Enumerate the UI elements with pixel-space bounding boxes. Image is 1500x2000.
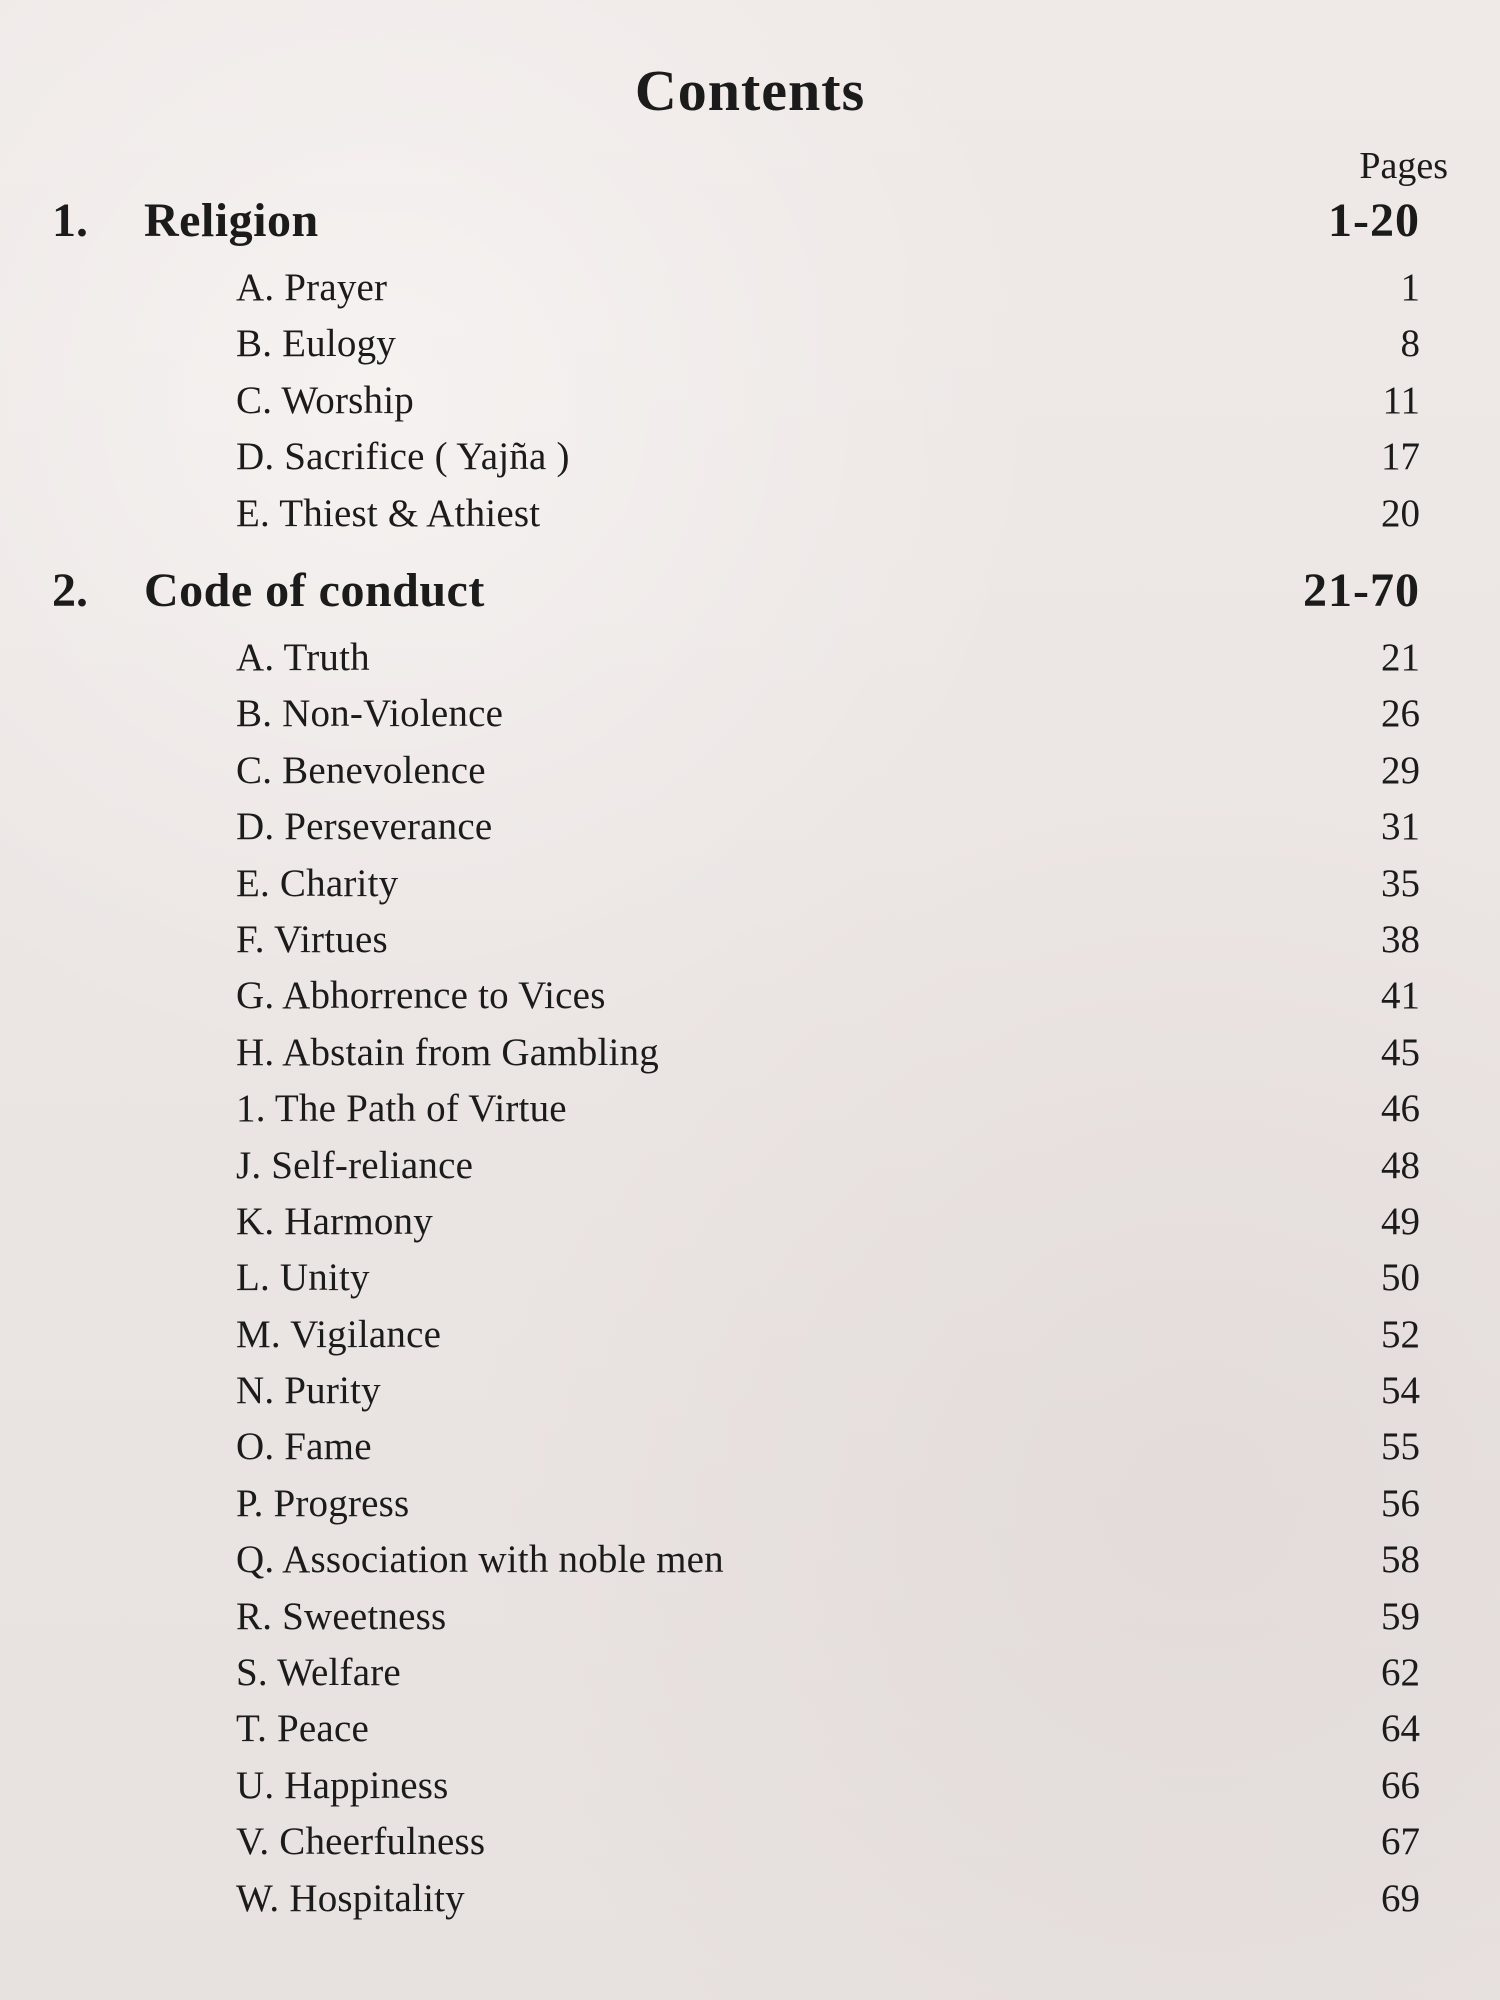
section-title: Religion [144, 194, 319, 247]
list-item [236, 1307, 1420, 1363]
entry-label: D. Sacrifice ( Yajña ) [236, 435, 570, 479]
list-item [236, 1194, 1420, 1250]
list-item [236, 1476, 1420, 1532]
list-item [236, 316, 1420, 372]
list-item [236, 1532, 1420, 1588]
entry-page-number: 26 [1381, 692, 1420, 736]
code-of-conduct-entry-list [236, 630, 1420, 1927]
entry-label: 1. The Path of Virtue [236, 1087, 567, 1131]
list-item [236, 630, 1420, 686]
entry-page-number: 62 [1381, 1651, 1420, 1695]
entry-page-number: 20 [1381, 491, 1420, 535]
entry-label: L. Unity [236, 1256, 370, 1300]
entry-page-number: 1 [1400, 266, 1420, 309]
list-item [236, 1814, 1420, 1870]
entry-label: B. Eulogy [236, 322, 396, 366]
entry-label: P. Progress [236, 1481, 410, 1525]
section-header-religion [52, 196, 1420, 246]
entry-page-number: 69 [1381, 1876, 1420, 1920]
list-item [236, 1363, 1420, 1419]
page-title: Contents [634, 58, 866, 123]
entry-page-number: 8 [1400, 322, 1420, 366]
list-item [236, 1025, 1420, 1081]
entry-label: N. Purity [236, 1369, 381, 1413]
entry-page-number: 17 [1381, 435, 1420, 479]
entry-page-number: 11 [1382, 378, 1420, 422]
section-page-range: 1-20 [1328, 194, 1420, 247]
entry-label: C. Worship [236, 378, 414, 422]
entry-page-number: 55 [1381, 1425, 1420, 1469]
entry-label: M. Vigilance [236, 1312, 442, 1356]
entry-label: D. Perseverance [236, 805, 493, 849]
list-item [236, 1758, 1420, 1814]
entry-label: J. Self-reliance [236, 1143, 474, 1187]
list-item [236, 260, 1420, 316]
entry-label: E. Charity [236, 861, 399, 905]
entry-label: U. Happiness [236, 1763, 449, 1807]
list-item [236, 1419, 1420, 1475]
list-item [236, 1645, 1420, 1701]
list-item [236, 1081, 1420, 1137]
entry-label: C. Benevolence [236, 748, 486, 792]
entry-page-number: 31 [1381, 805, 1420, 849]
list-item [236, 1871, 1420, 1927]
entry-label: S. Welfare [236, 1651, 401, 1695]
entry-page-number: 66 [1381, 1763, 1420, 1807]
list-item [236, 1589, 1420, 1645]
entry-page-number: 56 [1381, 1481, 1420, 1525]
section-title: Code of conduct [144, 564, 485, 617]
section-page-range: 21-70 [1303, 564, 1420, 617]
entry-label: V. Cheerfulness [236, 1820, 486, 1864]
entry-page-number: 58 [1381, 1538, 1420, 1582]
list-item [236, 1250, 1420, 1306]
entry-page-number: 50 [1381, 1256, 1420, 1300]
list-item [236, 968, 1420, 1024]
entry-page-number: 45 [1381, 1030, 1420, 1074]
entry-page-number: 54 [1381, 1369, 1420, 1413]
entry-page-number: 59 [1381, 1594, 1420, 1638]
entry-label: G. Abhorrence to Vices [236, 974, 606, 1018]
entry-page-number: 49 [1381, 1199, 1420, 1243]
list-item [236, 912, 1420, 968]
list-item [236, 486, 1420, 542]
entry-page-number: 46 [1381, 1087, 1420, 1131]
entry-label: H. Abstain from Gambling [236, 1030, 659, 1074]
entry-label: Q. Association with noble men [236, 1538, 724, 1582]
section-header-code-of-conduct [52, 566, 1420, 616]
entry-page-number: 52 [1381, 1312, 1420, 1356]
entry-label: K. Harmony [236, 1199, 433, 1243]
entry-page-number: 41 [1381, 974, 1420, 1018]
entry-label: A. Truth [236, 636, 370, 679]
list-item [236, 799, 1420, 855]
religion-entry-list [236, 260, 1420, 542]
pages-column-label: Pages [1359, 145, 1448, 187]
section-number: 2. [52, 564, 88, 617]
list-item [236, 743, 1420, 799]
entry-page-number: 29 [1381, 748, 1420, 792]
list-item [236, 373, 1420, 429]
entry-page-number: 48 [1381, 1143, 1420, 1187]
entry-label: E. Thiest & Athiest [236, 491, 541, 535]
list-item [236, 686, 1420, 742]
entry-label: O. Fame [236, 1425, 372, 1469]
entry-label: B. Non-Violence [236, 692, 504, 736]
entry-label: R. Sweetness [236, 1594, 447, 1638]
entry-page-number: 21 [1381, 636, 1420, 679]
entry-label: A. Prayer [236, 266, 388, 309]
section-number: 1. [52, 194, 88, 247]
entry-label: F. Virtues [236, 917, 388, 961]
list-item [236, 1701, 1420, 1757]
entry-page-number: 64 [1381, 1707, 1420, 1751]
list-item [236, 856, 1420, 912]
entry-label: T. Peace [236, 1707, 369, 1751]
entry-page-number: 38 [1381, 917, 1420, 961]
list-item [236, 429, 1420, 485]
entry-page-number: 67 [1381, 1820, 1420, 1864]
entry-label: W. Hospitality [236, 1876, 465, 1920]
entry-page-number: 35 [1381, 861, 1420, 905]
list-item [236, 1138, 1420, 1194]
